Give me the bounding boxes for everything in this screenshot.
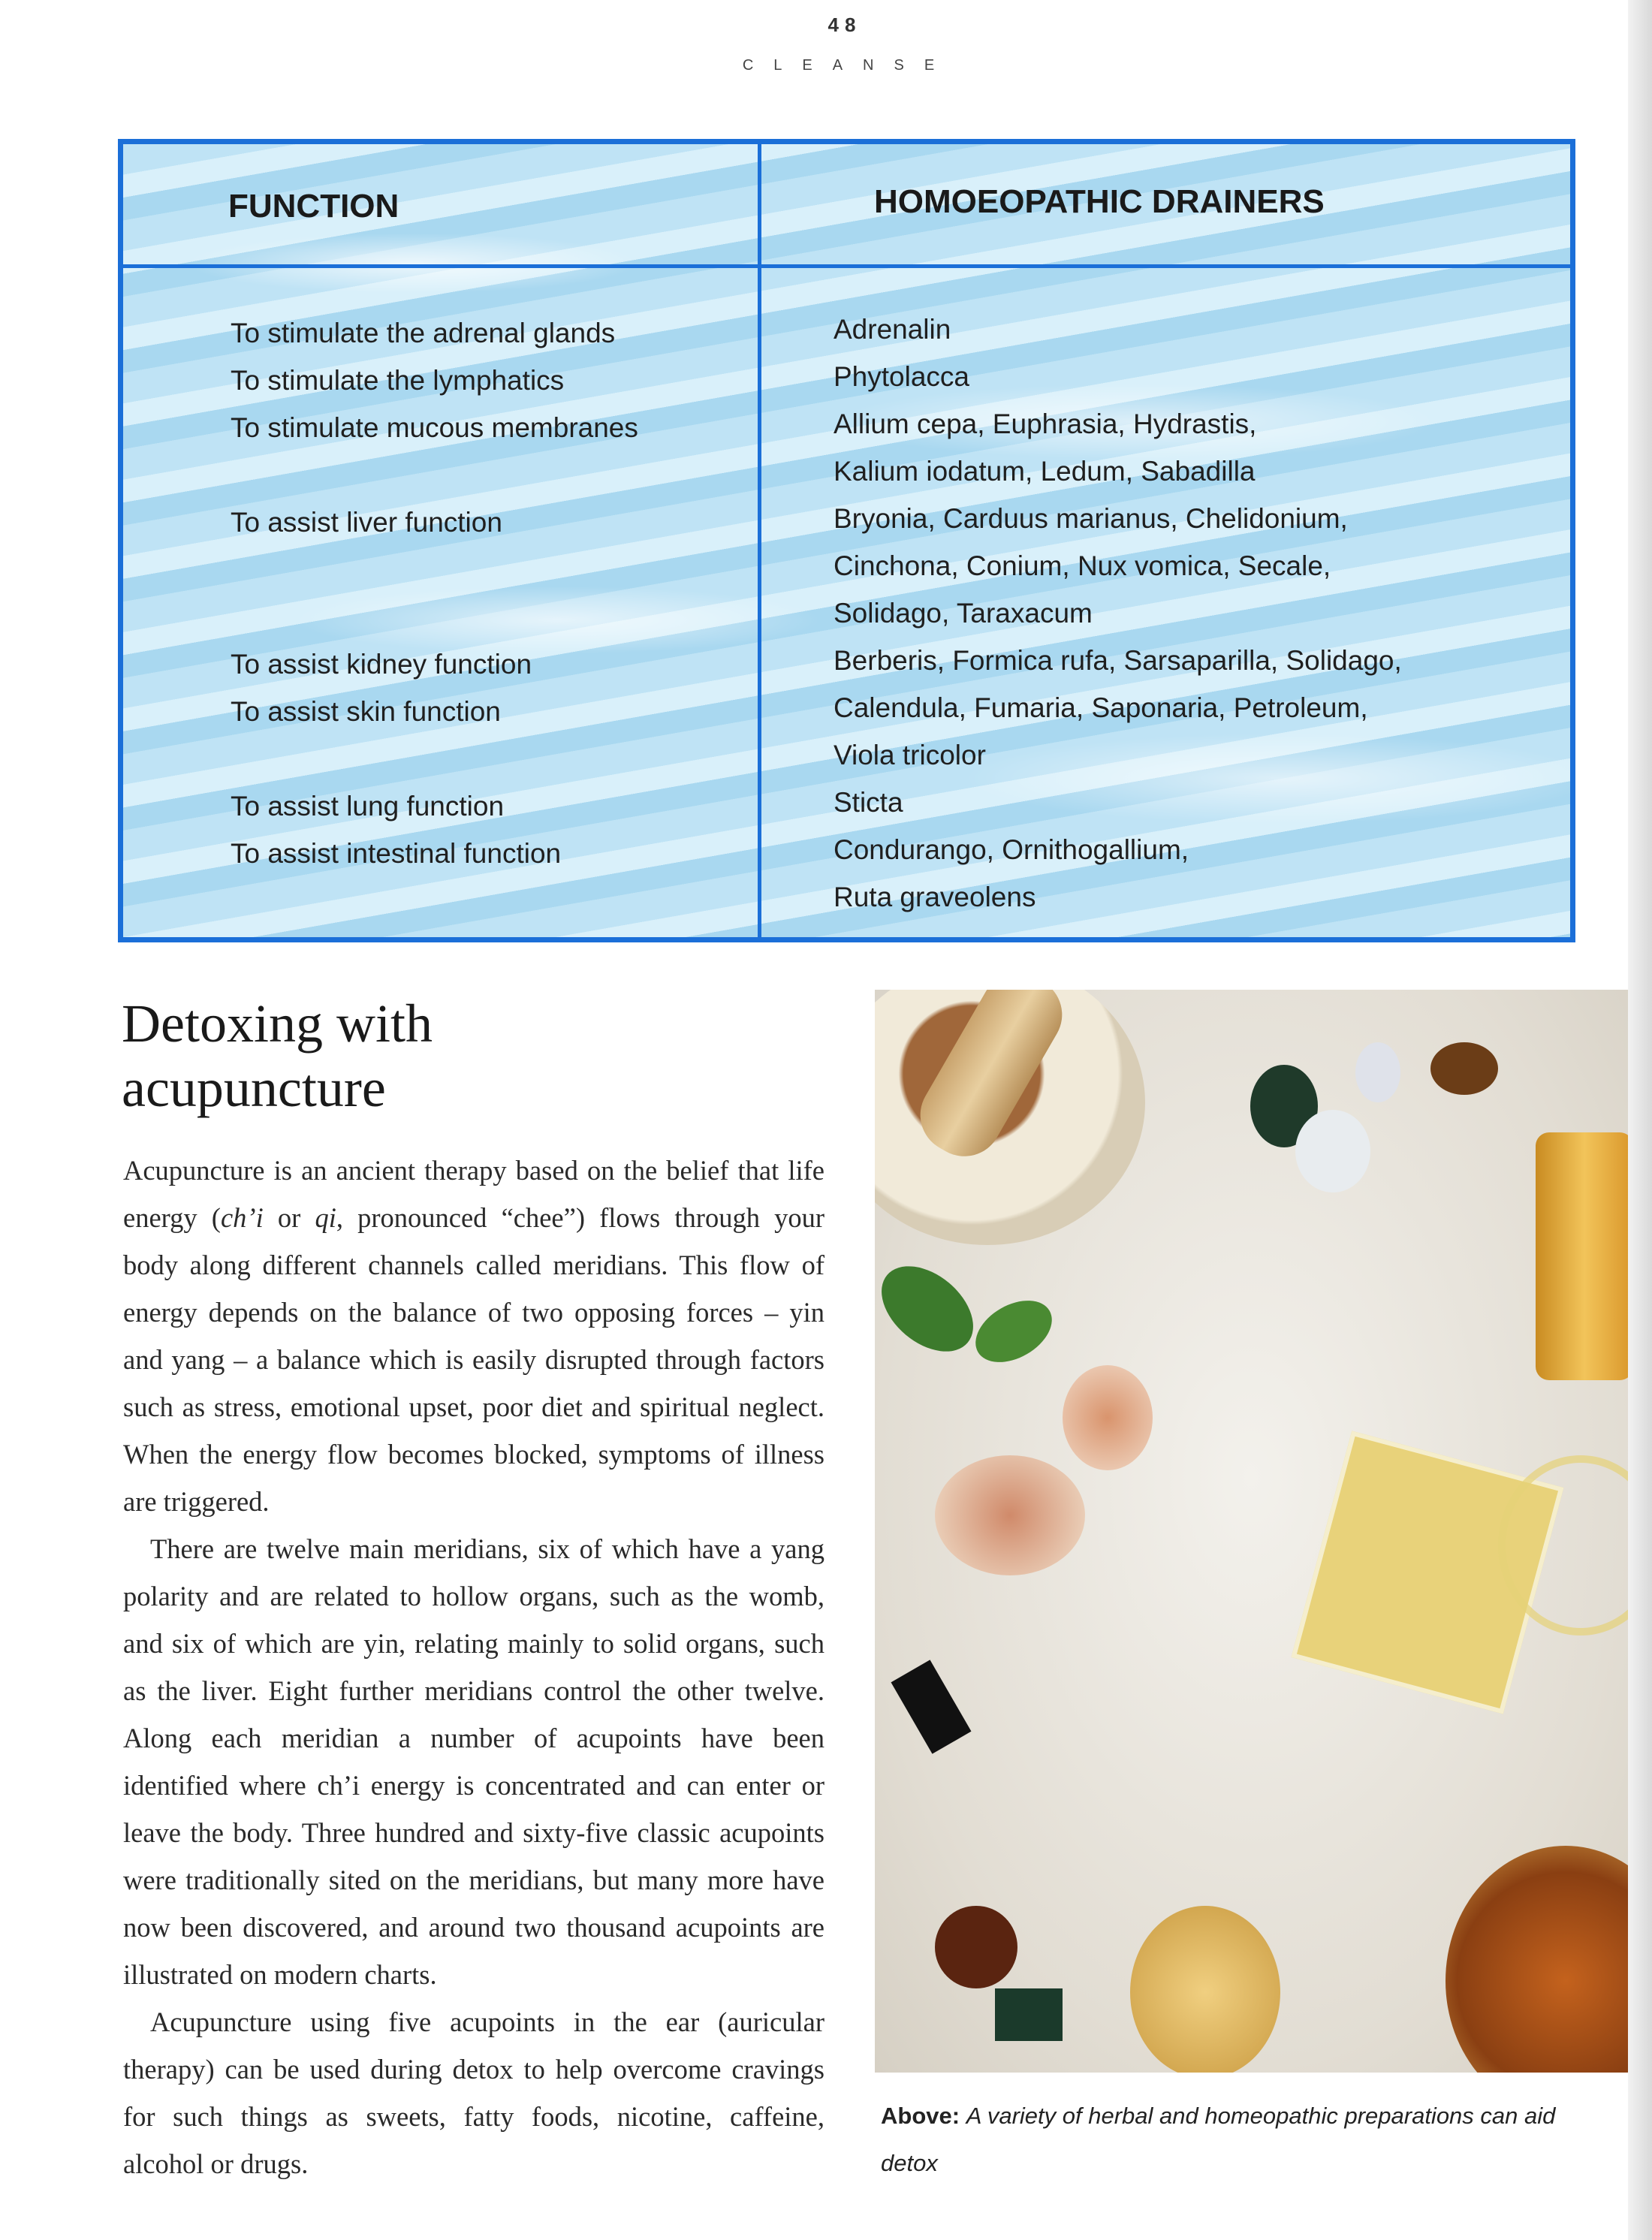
header-drainers: HOMOEOPATHIC DRAINERS: [874, 183, 1325, 220]
paragraph: Acupuncture using five acupoints in the ear (auricular therapy) can be used during detox to help overcome cravings for such things as sweets, fatty foods, nicotine, caffeine, alcohol or drugs.: [123, 2006, 824, 2179]
ginger-root: [1130, 1906, 1280, 2073]
article-body: [123, 1147, 824, 2187]
garlic: [935, 1455, 1085, 1575]
running-head: CLEANSE: [742, 57, 955, 74]
table-cell-line: [231, 546, 638, 593]
mint-leaf: [875, 1250, 990, 1369]
article-title: [122, 991, 433, 1120]
caption-text: A variety of herbal and homeopathic preparations can aid detox: [881, 2103, 1556, 2176]
table-cell-line: Bryonia, Carduus marianus, Chelidonium,: [834, 503, 1348, 534]
table-cell-line: To assist intestinal function: [231, 838, 562, 869]
caption-label: Above:: [881, 2103, 960, 2129]
header-divider: [123, 264, 1570, 268]
table-cell-line: [231, 877, 638, 924]
crystal: [1295, 1110, 1370, 1192]
table-cell-line: Viola tricolor: [834, 740, 986, 770]
table-cell-line: Allium cepa, Euphrasia, Hydrastis,: [834, 409, 1257, 439]
stone: [1355, 1042, 1400, 1102]
oil-bottle: [1536, 1132, 1628, 1380]
table-cell-line: [231, 451, 638, 499]
garlic-clove: [1063, 1365, 1153, 1470]
table-cell-line: Ruta graveolens: [834, 882, 1036, 912]
title-line: Detoxing with: [122, 993, 433, 1054]
table-cell-line: To assist liver function: [231, 507, 502, 538]
column-divider: [758, 144, 761, 937]
brown-bottle: [935, 1906, 1017, 1988]
mint-leaf: [965, 1288, 1063, 1375]
herbal-preparations-photo: [875, 990, 1628, 2073]
table-cell-line: Sticta: [834, 787, 903, 818]
photo-caption: [881, 2092, 1602, 2187]
page-number: 48: [828, 14, 862, 36]
table-cell-line: To assist lung function: [231, 791, 505, 822]
table-cell-line: To assist kidney function: [231, 649, 532, 680]
table-cell-line: Berberis, Formica rufa, Sarsaparilla, Solidago,: [834, 645, 1402, 676]
paragraph: Acupuncture is an ancient therapy based on the belief that life energy (ch’i or qi, pronounced “chee”) flows through your body along different channels called meridians. This flow of energy depends on the balance of two opposing forces – yin and yang – a balance which is easily disrupted through factors such as stress, emotional upset, poor diet and spiritual neglect. When the energy flow becomes blocked, symptoms of illness are triggered.: [123, 1155, 825, 1517]
tiger-eye-stone: [1430, 1042, 1498, 1095]
table-cell-line: [231, 593, 638, 641]
dropper-bottle: [891, 1660, 972, 1753]
function-column: [231, 309, 638, 924]
header-function: FUNCTION: [228, 188, 399, 225]
table-cell-line: Condurango, Ornithogallium,: [834, 834, 1189, 865]
table-cell-line: Phytolacca: [834, 361, 969, 392]
table-cell-line: To stimulate the lymphatics: [231, 365, 565, 396]
page-gutter: [1628, 0, 1652, 2240]
table-cell-line: Kalium iodatum, Ledum, Sabadilla: [834, 456, 1256, 487]
title-line: acupuncture: [122, 1058, 386, 1118]
paragraph: There are twelve main meridians, six of which have a yang polarity and are related to hollow organs, such as the womb, and six of which are yin, relating mainly to solid organs, such as the liver. Eight further meridians control the other twelve. Along each meridian a number of acupoints have been identified where ch’i energy is concentrated and can enter or leave the body. Three hundred and sixty-five classic acupoints were traditionally sited on the meridians, but many more have now been discovered, and around two thousand acupoints are illustrated on modern charts.: [123, 1533, 824, 1990]
table-cell-line: Solidago, Taraxacum: [834, 598, 1093, 629]
herb-bowl: [1446, 1846, 1628, 2073]
table-cell-line: To stimulate mucous membranes: [231, 412, 638, 443]
table-cell-line: Cinchona, Conium, Nux vomica, Secale,: [834, 550, 1331, 581]
drainers-column: [834, 306, 1402, 921]
table-cell-line: To stimulate the adrenal glands: [231, 318, 616, 348]
drainers-table: [118, 139, 1575, 942]
table-cell-line: Calendula, Fumaria, Saponaria, Petroleum,: [834, 692, 1368, 723]
table-cell-line: To assist skin function: [231, 696, 501, 727]
table-cell-line: [231, 735, 638, 782]
table-cell-line: Adrenalin: [834, 314, 951, 345]
herb-packet: [995, 1988, 1063, 2041]
